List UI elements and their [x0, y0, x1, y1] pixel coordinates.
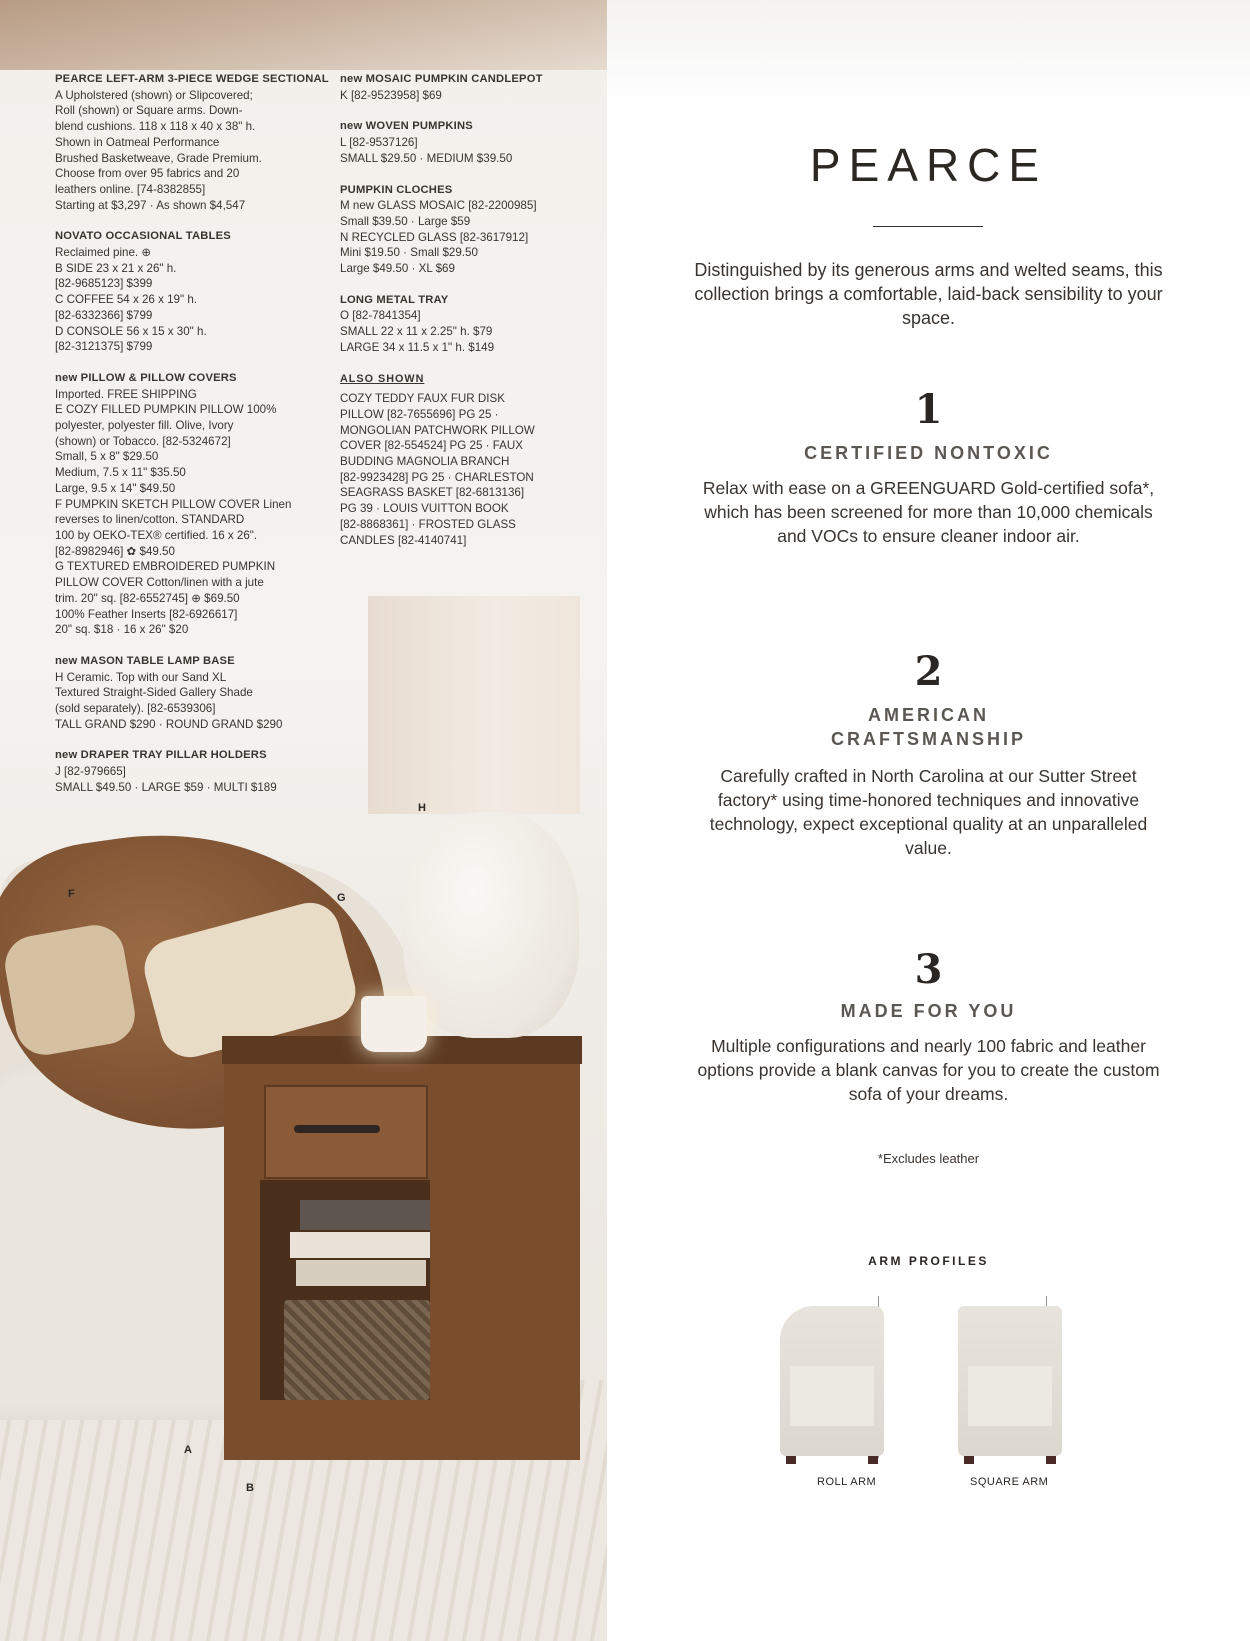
pillow-f [0, 920, 139, 1059]
also-shown-line: PG 39 · LOUIS VUITTON BOOK [340, 502, 509, 516]
listing-title: new PILLOW & PILLOW COVERS [55, 371, 237, 384]
also-shown-line: SEAGRASS BASKET [82-6813136] [340, 486, 525, 500]
listing-line: G TEXTURED EMBROIDERED PUMPKIN [55, 560, 276, 574]
listing-line: N RECYCLED GLASS [82-3617912] [340, 230, 529, 244]
listing-line: [82-3121375] $799 [55, 340, 153, 354]
feature-heading-1: CERTIFIED NONTOXIC [804, 443, 1053, 463]
listing-line: (shown) or Tobacco. [82-5324672] [55, 434, 231, 448]
listing-line: M new GLASS MOSAIC [82-2200985] [340, 199, 537, 213]
feature-body-3: Multiple configurations and nearly 100 fabric and leather options provide a blank canvas for you to create the custom sofa of your dreams. [697, 1036, 1160, 1104]
listing-woven-pumpkins [340, 119, 570, 166]
listing-line: Textured Straight-Sided Gallery Shade [55, 686, 253, 700]
photo-letter-a: A [184, 1444, 192, 1456]
listing-line: Mini $19.50 · Small $29.50 [340, 246, 478, 260]
listing-line: TALL GRAND $290 · ROUND GRAND $290 [55, 717, 283, 731]
feature-body-1: Relax with ease on a GREENGUARD Gold-certified sofa*, which has been screened for more than 10,000 chemicals and VOCs to ensure cleaner indoor air. [702, 478, 1155, 546]
listing-line: C COFFEE 54 x 26 x 19" h. [55, 293, 198, 307]
listing-line: Starting at $3,297 · As shown $4,547 [55, 198, 246, 212]
listing-line: Large, 9.5 x 14" $49.50 [55, 481, 176, 495]
also-shown-line: [82-8868361] · FROSTED GLASS [340, 517, 516, 531]
listing-line: Small $39.50 · Large $59 [340, 214, 471, 228]
listing-lamp [55, 654, 345, 733]
listing-line: leathers online. [74-8382855] [55, 182, 206, 196]
listing-line: Reclaimed pine. ⊕ [55, 246, 152, 260]
listing-line: Large $49.50 · XL $69 [340, 262, 455, 276]
listing-line: reverses to linen/cotton. STANDARD [55, 513, 245, 527]
seagrass-basket [284, 1300, 430, 1400]
also-shown-heading: ALSO SHOWN [340, 372, 425, 385]
listing-title: LONG METAL TRAY [340, 293, 449, 306]
chair-legs [964, 1456, 1056, 1464]
feature-body-2: Carefully crafted in North Carolina at our Sutter Street factory* using time-honored techniques and innovative technology, expect exceptional quality at an unparalleled value. [709, 766, 1148, 858]
feature-number-2: 2 [914, 648, 943, 695]
listing-line: 20" sq. $18 · 16 x 26" $20 [55, 623, 189, 637]
listing-title: PUMPKIN CLOCHES [340, 183, 453, 196]
listing-line: trim. 20" sq. [82-6552745] ⊕ $69.50 [55, 591, 240, 605]
square-arm-chair-image [958, 1306, 1062, 1456]
book [296, 1260, 426, 1286]
listing-line: SMALL 22 x 11 x 2.25" h. $79 [340, 325, 493, 339]
also-shown-list [340, 391, 570, 548]
listing-cloches [340, 183, 570, 277]
listing-title: new MOSAIC PUMPKIN CANDLEPOT [340, 73, 543, 85]
roll-arm-caption: ROLL ARM [817, 1476, 877, 1488]
listing-line: F PUMPKIN SKETCH PILLOW COVER Linen [55, 497, 292, 511]
product-photo [0, 0, 607, 1641]
listing-pillows [55, 371, 345, 638]
also-shown-line: COVER [82-554524] PG 25 · FAUX [340, 439, 524, 453]
listing-line: 100% Feather Inserts [82-6926617] [55, 607, 238, 621]
listing-line: Shown in Oatmeal Performance [55, 135, 220, 149]
intro-text: Distinguished by its generous arms and welted seams, this collection brings a comfortable, laid-back sensibility to your space. [694, 260, 1163, 328]
also-shown-line: [82-9923428] PG 25 · CHARLESTON [340, 470, 534, 484]
feature-heading-3: MADE FOR YOU [840, 1001, 1017, 1021]
listing-line: O [82-7841354] [340, 309, 421, 323]
listing-line: Choose from over 95 fabrics and 20 [55, 167, 240, 181]
listing-line: K [82-9523958] $69 [340, 88, 442, 102]
chair-seat [790, 1366, 874, 1426]
feature-number-1: 1 [914, 386, 943, 433]
listing-title: NOVATO OCCASIONAL TABLES [55, 230, 231, 243]
candle [361, 996, 427, 1052]
listing-line: J [82-979665] [55, 765, 126, 779]
listing-line: A Upholstered (shown) or Slipcovered; [55, 88, 253, 102]
listing-tables [55, 229, 345, 355]
also-shown-line: PILLOW [82-7655696] PG 25 · [340, 407, 499, 421]
wood-beam [0, 0, 607, 70]
photo-letter-h: H [418, 802, 426, 814]
listings-column-1 [55, 72, 345, 812]
chair-legs [786, 1456, 878, 1464]
listing-line: [82-6332366] $799 [55, 308, 153, 322]
feature-number-3: 3 [914, 946, 943, 993]
lamp-base [403, 812, 579, 1038]
listing-line: D CONSOLE 56 x 15 x 30" h. [55, 324, 207, 338]
listing-title: new WOVEN PUMPKINS [340, 120, 473, 133]
listing-metal-tray [340, 293, 570, 356]
listing-line: Brushed Basketweave, Grade Premium. [55, 151, 262, 165]
listing-line: blend cushions. 118 x 118 x 40 x 38" h. [55, 120, 256, 134]
photo-letter-g: G [337, 892, 346, 904]
listing-candlepot [340, 72, 570, 103]
feature-heading-2a: AMERICAN [868, 705, 989, 725]
lamp-shade [368, 596, 580, 814]
photo-letter-f: F [68, 888, 75, 900]
listings-column-2 [340, 72, 570, 548]
footnote: *Excludes leather [877, 1151, 980, 1166]
book [300, 1200, 430, 1230]
listing-line: E COZY FILLED PUMPKIN PILLOW 100% [55, 403, 277, 417]
panel-shade [607, 0, 1250, 110]
listing-line: [82-8982946] ✿ $49.50 [55, 544, 175, 558]
also-shown-line: MONGOLIAN PATCHWORK PILLOW [340, 423, 535, 437]
listing-line: B SIDE 23 x 21 x 26" h. [55, 261, 177, 275]
listing-line: [82-9685123] $399 [55, 277, 153, 291]
also-shown-line: CANDLES [82-4140741] [340, 533, 467, 547]
roll-arm-chair-image [780, 1306, 884, 1456]
listing-line: Roll (shown) or Square arms. Down- [55, 104, 243, 118]
page-title: PEARCE [809, 139, 1048, 191]
title-rule [873, 226, 983, 227]
book [290, 1232, 430, 1258]
listing-line: Small, 5 x 8" $29.50 [55, 450, 159, 464]
listing-line: 100 by OEKO-TEX® certified. 16 x 26". [55, 528, 258, 542]
photo-letter-b: B [246, 1482, 254, 1494]
listing-line: polyester, polyester fill. Olive, Ivory [55, 419, 234, 433]
also-shown-line: COZY TEDDY FAUX FUR DISK [340, 392, 505, 406]
listing-line: L [82-9537126] [340, 136, 418, 150]
arm-profiles-heading: ARM PROFILES [868, 1254, 989, 1268]
listing-title: PEARCE LEFT-ARM 3-PIECE WEDGE SECTIONAL [55, 73, 329, 85]
listing-line: SMALL $49.50 · LARGE $59 · MULTI $189 [55, 780, 277, 794]
square-arm-caption: SQUARE ARM [970, 1476, 1049, 1488]
listing-sectional [55, 72, 345, 213]
listing-line: PILLOW COVER Cotton/linen with a jute [55, 576, 264, 590]
listing-tray-holders [55, 748, 345, 795]
feature-heading-2b: CRAFTSMANSHIP [831, 729, 1026, 749]
listing-line: Imported. FREE SHIPPING [55, 387, 197, 401]
listing-line: LARGE 34 x 11.5 x 1" h. $149 [340, 340, 495, 354]
chair-seat [968, 1366, 1052, 1426]
listing-title: new MASON TABLE LAMP BASE [55, 654, 235, 667]
also-shown-line: BUDDING MAGNOLIA BRANCH [340, 455, 510, 469]
listing-line: (sold separately). [82-6539306] [55, 702, 216, 716]
listing-line: H Ceramic. Top with our Sand XL [55, 670, 227, 684]
listing-title: new DRAPER TRAY PILLAR HOLDERS [55, 749, 267, 762]
listing-line: Medium, 7.5 x 11" $35.50 [55, 466, 186, 480]
listing-line: SMALL $29.50 · MEDIUM $39.50 [340, 151, 513, 165]
drawer-handle [294, 1125, 380, 1133]
